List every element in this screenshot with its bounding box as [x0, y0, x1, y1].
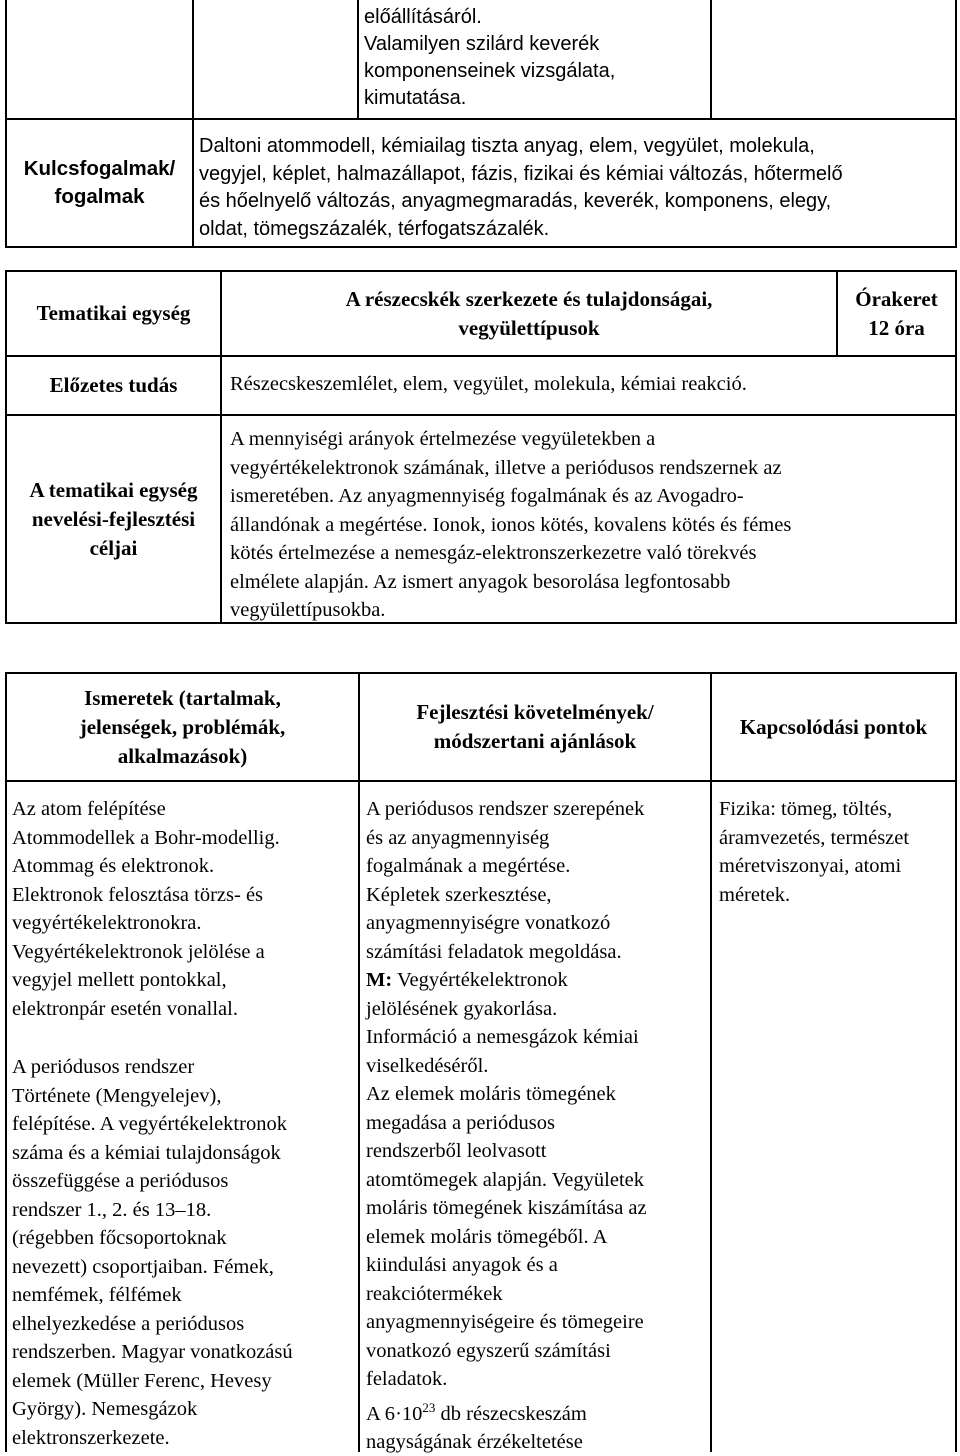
requirements-part-1: A periódusos rendszer szerepének és az anyagmennyiség fogalmának a megértése. Képletek szerkesztése, anyagmennyiségre vonatkozó számítási feladatok megoldása.	[366, 798, 645, 963]
avogadro-line: A $6\cdot 10^{23}$ db részecskeszám	[366, 1399, 587, 1425]
requirements-text	[366, 795, 710, 1456]
method-label: M:	[366, 969, 393, 991]
hours-value: 12 óra	[868, 315, 925, 340]
connections-text: Fizika: tömeg, töltés, áramvezetés, természet méretviszonyai, atomi méretek.	[719, 798, 910, 906]
method-line	[366, 966, 710, 995]
goals-text: A mennyiségi arányok értelmezése vegyületekben a vegyértékelektronok számának, illetve a periódusos rendszernek az ismeretében. Az anyagmennyiség fogalmának és az Avogadro- állandónak a megértése. Ionok, ionos kötés, kovalens kötés és fémes kötés értelmezése a nemesgáz-elektronszerkezetre való törekvés elmélete alapján. Az ismert anyagok besorolása legfontosabb vegyülettípusokba.	[230, 428, 792, 621]
periodic-table-section: A periódusos rendszer Története (Mengyelejev), felépítése. A vegyértékelektronok száma és a kémiai tulajdonságok összefüggése a periódusos rendszer 1., 2. és 13–18. (régebben főcsoportoknak nevezett) csoportjaiban. Fémek, nemfémek, félfémek elhelyezkedése a periódusos rendszerben. Magyar vonatkozású elemek (Müller Ferenc, Hevesy György). Nemesgázok elektronszerkezete.	[12, 1056, 293, 1449]
avogadro-line-2: nagyságának érzékeltetése	[366, 1430, 583, 1453]
unit-label: Tematikai egység	[36, 301, 191, 325]
requirements-part-2: jelölésének gyakorlása. Információ a nemesgázok kémiai viselkedéséről. Az elemek moláris tömegének megadása a periódusos rendszerből leolvasott atomtömegek alapján. Vegyületek moláris tömegének kiszámítása az elemek moláris tömegéből. A kiindulási anyagok és a reakciótermékek anyagmennyiségeire és tömegeire vonatkozó egyszerű számítási feladatok.	[366, 997, 647, 1390]
previous-cell-text: előállításáról. Valamilyen szilárd keverék komponenseinek vizsgálata, kimutatása.	[364, 6, 616, 109]
header-knowledge: Ismeretek (tartalmak, jelenségek, problémák, alkalmazások)	[79, 685, 286, 768]
prior-knowledge-label: Előzetes tudás	[49, 373, 178, 397]
goals-label: A tematikai egység nevelési-fejlesztési céljai	[29, 477, 198, 560]
key-concepts-text: Daltoni atommodell, kémiailag tiszta anyag, elem, vegyület, molekula, vegyjel, képlet, halmazállapot, fázis, fizikai és kémiai változás, hőtermelő és hőelnyelő változás, anyagmegmaradás, keverék, komponens, elegy, oldat, tömegszázalék, térfogatszázalék.	[199, 135, 843, 240]
hours-label: Órakeret	[855, 286, 938, 311]
key-concepts-label: Kulcsfogalmak/ fogalmak	[23, 157, 176, 208]
unit-title: A részecskék szerkezete és tulajdonságai, vegyülettípusok	[345, 286, 713, 340]
method-text: Vegyértékelektronok	[392, 969, 568, 991]
prior-knowledge-text: Részecskeszemlélet, elem, vegyület, molekula, kémiai reakció.	[230, 373, 747, 395]
atom-structure-section: Az atom felépítése Atommodellek a Bohr-modellig. Atommag és elektronok. Elektronok felosztása törzs- és vegyértékelektronokra. Vegyértékelektronok jelölése a vegyjel mellett pontokkal, elektronpár esetén vonallal.	[12, 798, 280, 1020]
header-requirements: Fejlesztési követelmények/ módszertani ajánlások	[416, 700, 654, 753]
header-connections: Kapcsolódási pontok	[739, 714, 928, 739]
hours-cell	[838, 272, 955, 355]
